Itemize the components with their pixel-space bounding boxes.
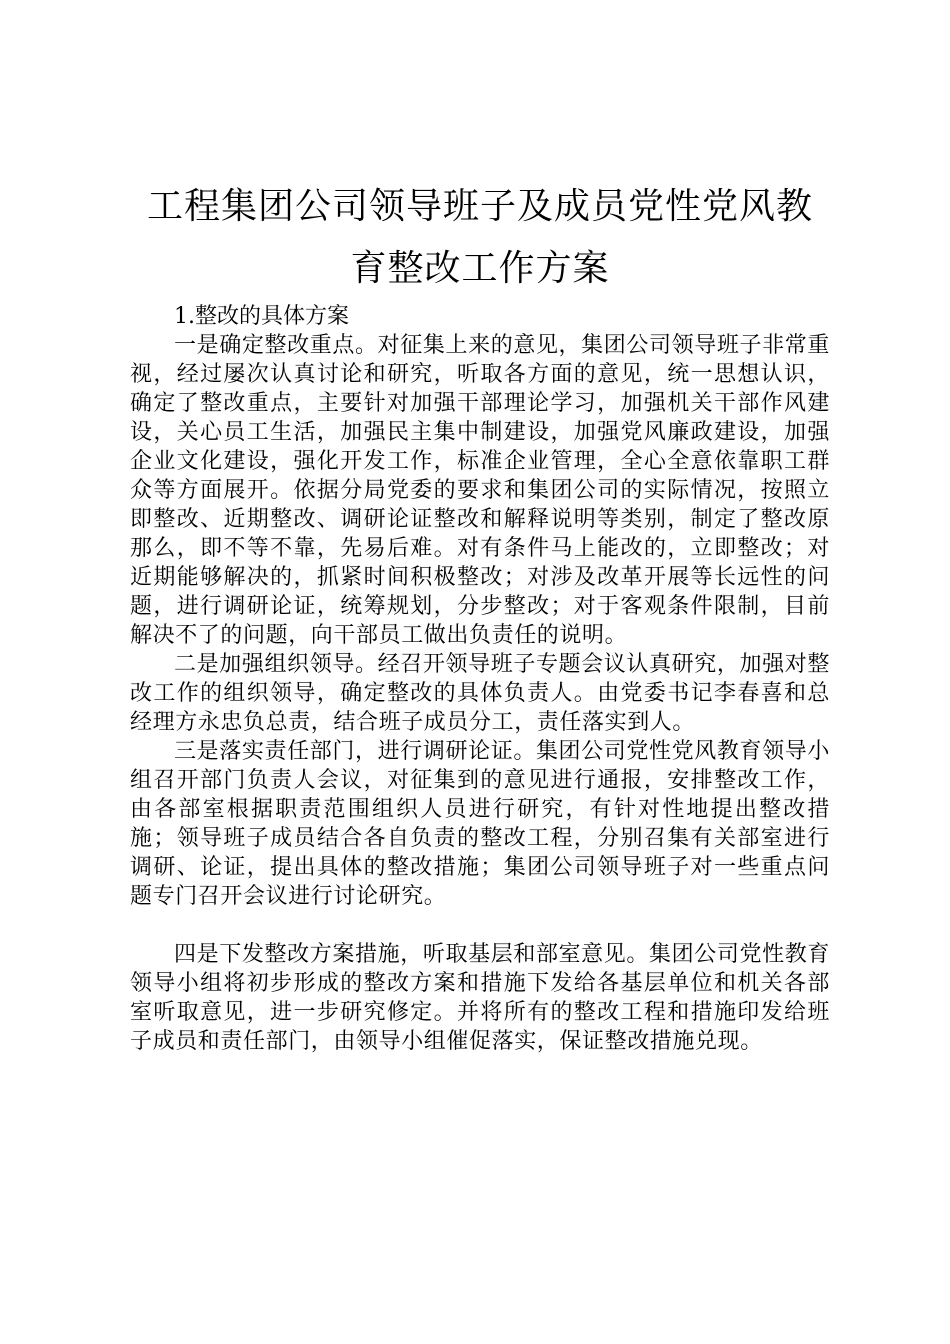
paragraph-3: 三是落实责任部门，进行调研论证。集团公司党性党风教育领导小组召开部门负责人会议，对征集到的意见进行通报，安排整改工作，由各部室根据职责范围组织人员进行研究，有针对性地提出整改措施；领导班子成员结合各自负责的整改工程，分别召集有关部室进行调研、论证，提出具体的整改措施；集团公司领导班子对一些重点问题专门召开会议进行讨论研究。 [130, 739, 830, 909]
paragraph-4: 四是下发整改方案措施，听取基层和部室意见。集团公司党性教育领导小组将初步形成的整改方案和措施下发给各基层单位和机关各部室听取意见，进一步研究修定。并将所有的整改工程和措施印发给班子成员和责任部门，由领导小组催促落实，保证整改措施兑现。 [130, 942, 830, 1054]
section-heading: 1.整改的具体方案 [174, 304, 349, 329]
paragraph-2: 二是加强组织领导。经召开领导班子专题会议认真研究，加强对整改工作的组织领导，确定整改的具体负责人。由党委书记李春喜和总经理方永忠负总责，结合班子成员分工，责任落实到人。 [130, 652, 830, 735]
document-page [130, 176, 830, 1056]
document-title: 工程集团公司领导班子及成员党性党风教育整改工作方案 [146, 186, 813, 289]
paragraph-1: 一是确定整改重点。对征集上来的意见，集团公司领导班子非常重视，经过屡次认真讨论和研究，听取各方面的意见，统一思想认识，确定了整改重点，主要针对加强干部理论学习，加强机关干部作风建设，关心员工生活，加强民主集中制建设，加强党风廉政建设，加强企业文化建设，强化开发工作，标准企业管理，全心全意依靠职工群众等方面展开。依据分局党委的要求和集团公司的实际情况，按照立即整改、近期整改、调研论证整改和解释说明等类别，制定了整改原那么，即不等不靠，先易后难。对有条件马上能改的，立即整改；对近期能够解决的，抓紧时间积极整改；对涉及改革开展等长远性的问题，进行调研论证，统筹规划，分步整改；对于客观条件限制，目前解决不了的问题，向干部员工做出负责任的说明。 [130, 333, 830, 648]
